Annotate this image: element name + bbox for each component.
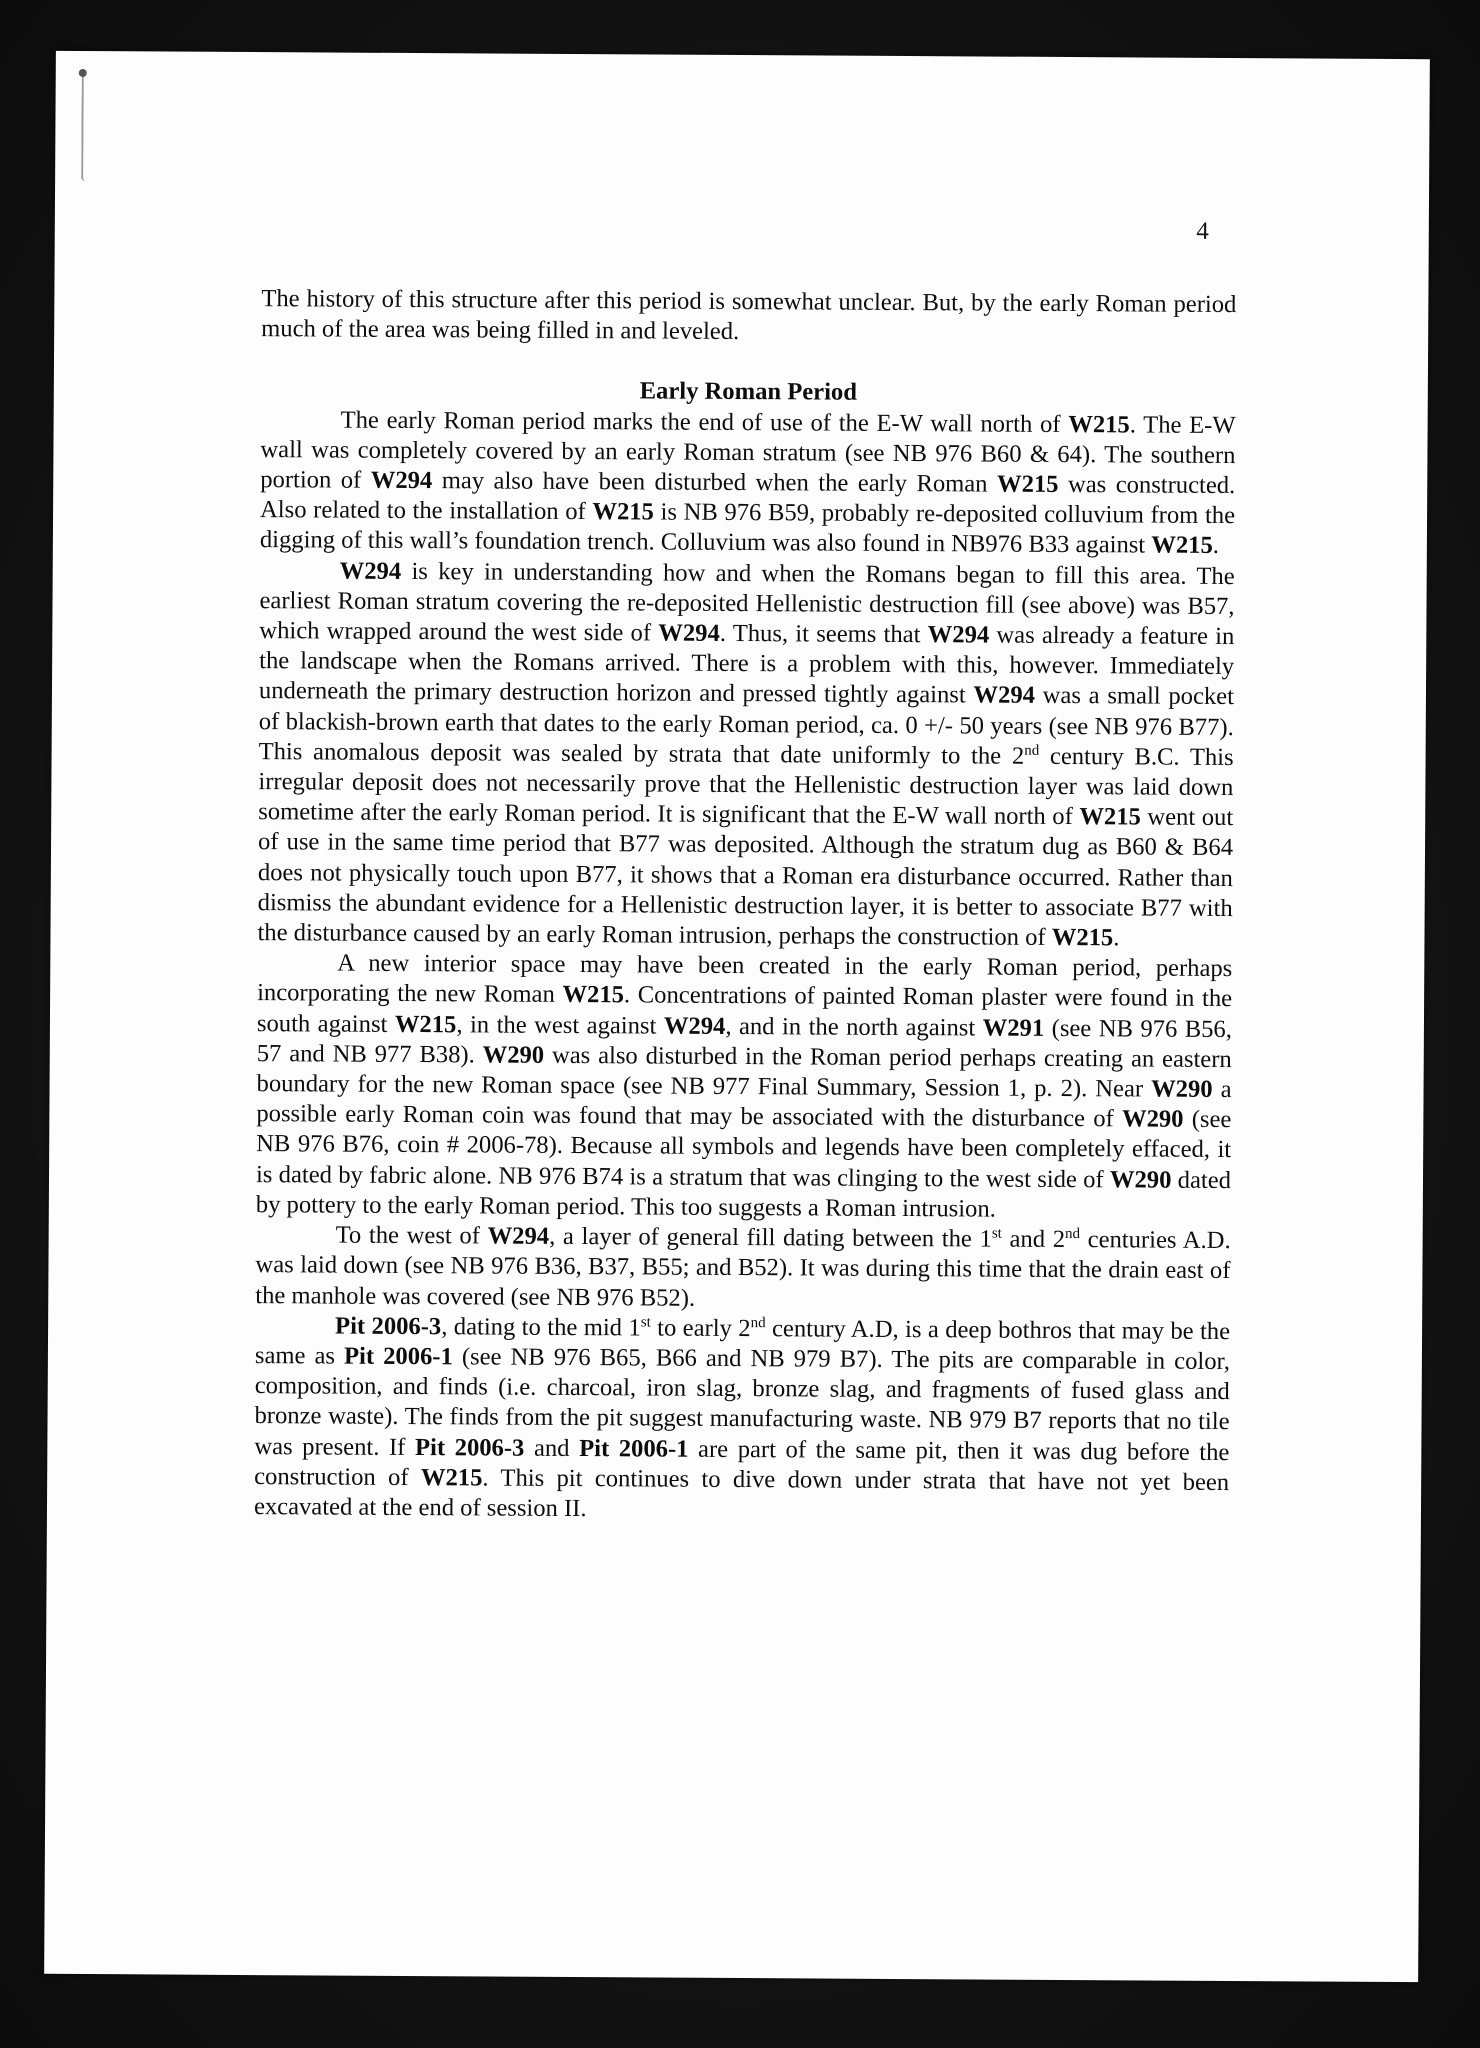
ordinal-suffix: nd: [1065, 1226, 1081, 1243]
text-run: dated by pottery to the early Roman period. This too suggests a Roman intrusion.: [255, 1166, 1232, 1223]
bold-reference: W215: [394, 1010, 457, 1038]
text-run: A new interior space may have been created in the early Roman period, perhaps incorporating the new Roman: [257, 949, 1233, 1009]
text-run: to early 2: [650, 1314, 751, 1342]
text-run: a possible early Roman coin was found that may be associated with the disturbance of: [256, 1075, 1232, 1133]
text-run: (see NB 976 B76, coin # 2006-78). Because all symbols and legends have been completely effaced, it is dated by fabric alone. NB 976 B74 is a stratum that was clinging to the west side of: [255, 1106, 1232, 1193]
body-paragraph: [254, 1311, 1230, 1528]
text-run: was a small pocket of blackish-brown earth that dates to the early Roman period, ca. 0 +/- 50 years (see NB 976 B77). This anomalous deposit was sealed by strata that date uniformly to the 2: [258, 682, 1235, 770]
body-paragraph: [255, 1220, 1231, 1317]
bold-reference: Pit 2006-1: [343, 1342, 453, 1371]
text-run: .: [1113, 924, 1120, 952]
bold-reference: W215: [996, 470, 1059, 498]
ordinal-suffix: nd: [750, 1314, 766, 1331]
text-run: was also disturbed in the Roman period perhaps creating an eastern boundary for the new Roman space (see NB 977 Final Summary, Session 1, p. 2). Near: [256, 1041, 1232, 1103]
document-page: [44, 51, 1430, 1982]
text-run: . Thus, it seems that: [719, 619, 928, 649]
bold-reference: W294: [927, 621, 990, 649]
text-run: , and in the north against: [725, 1012, 983, 1042]
bold-reference: Pit 2006-3: [335, 1312, 442, 1340]
text-run: (see NB 976 B56, 57 and NB 977 B38).: [256, 1014, 1233, 1069]
page-number: 4: [1196, 217, 1209, 245]
section-paragraphs: [254, 405, 1236, 1528]
text-run: , in the west against: [456, 1010, 664, 1040]
bold-reference: W294: [663, 1012, 726, 1040]
text-run: . Concentrations of painted Roman plaster were found in the south against: [256, 981, 1233, 1038]
bold-reference: Pit 2006-1: [579, 1434, 689, 1463]
body-paragraph: [256, 948, 1233, 1226]
text-run: (see NB 976 B65, B66 and NB 979 B7). The pits are comparable in color, composition, and finds (i.e. charcoal, iron slag, bronze slag, and fragments of fused glass and bronze waste). The finds from the pit suggest manufacturing waste. NB 979 B7 reports that no tile was present. If: [254, 1343, 1230, 1461]
document-body: [254, 284, 1237, 1528]
bold-reference: Pit 2006-3: [414, 1433, 525, 1462]
bold-reference: W215: [1151, 531, 1213, 560]
text-run: are part of the same pit, then it was dug before the construction of: [254, 1435, 1230, 1491]
body-paragraph: [257, 556, 1234, 955]
bold-reference: W290: [1151, 1075, 1213, 1103]
staple-mark: [81, 71, 92, 181]
bold-reference: W215: [592, 498, 654, 526]
text-run: and 2: [1001, 1225, 1066, 1254]
text-run: centuries A.D. was laid down (see NB 976 B36, B37, B55; and B52). It was during this time that the drain east of the manhole was covered (see NB 976 B52).: [255, 1226, 1231, 1312]
bold-reference: W215: [1068, 410, 1130, 438]
bold-reference: W215: [420, 1463, 483, 1492]
bold-reference: W215: [562, 981, 625, 1009]
text-run: was constructed. Also related to the installation of: [260, 470, 1236, 526]
bold-reference: W294: [370, 466, 433, 495]
intro-paragraph: The history of this structure after this period is somewhat unclear. But, by the early Roman period much of the area was being filled in and leveled.: [261, 285, 1237, 346]
section-heading: Early Roman Period: [639, 377, 858, 407]
ordinal-suffix: st: [991, 1225, 1002, 1242]
text-run: , a layer of general fill dating between the 1: [549, 1222, 992, 1253]
text-run: century A.D, is a deep bothros that may be the same as: [254, 1314, 1231, 1370]
text-run: . The E-W wall was completely covered by an early Roman stratum (see NB 976 B60 & 64). The southern portion of: [260, 410, 1236, 494]
bold-reference: W290: [1121, 1105, 1184, 1134]
bold-reference: W290: [1109, 1165, 1172, 1194]
text-run: was already a feature in the landscape when the Romans arrived. There is a problem with this, however. Immediately underneath the primary destruction horizon and pressed tightly against: [258, 621, 1235, 709]
bold-reference: W294: [658, 619, 720, 647]
text-run: , dating to the mid 1: [441, 1312, 641, 1342]
text-run: may also have been disturbed when the early Roman: [432, 467, 998, 498]
text-run: To the west of: [335, 1221, 488, 1250]
text-run: The early Roman period marks the end of use of the E-W wall north of: [340, 406, 1069, 438]
bold-reference: W294: [487, 1222, 550, 1250]
text-run: and: [524, 1434, 580, 1462]
text-run: . This pit continues to dive down under strata that have not yet been excavated at the end of session II.: [253, 1464, 1230, 1523]
bold-reference: W215: [1079, 803, 1141, 831]
text-run: is key in understanding how and when the Romans began to fill this area. The earliest Roman stratum covering the re-deposited Hellenistic destruction fill (see above) was B57, which wrapped around the west side of: [259, 557, 1235, 647]
text-run: is NB 976 B59, probably re-deposited colluvium from the digging of this wall’s foundation trench. Colluvium was also found in NB976 B33 against: [259, 498, 1236, 559]
text-run: went out of use in the same time period that B77 was deposited. Although the stratum dug as B60 & B64 does not physically touch upon B77, it shows that a Roman era disturbance occurred. Rather than dismiss the abundant evidence for a Hellenistic destruction layer, it is better to associate B77 with the disturbance caused by an early Roman intrusion, perhaps the construction of: [257, 803, 1234, 951]
bold-reference: W294: [339, 557, 402, 585]
bold-reference: W215: [1051, 923, 1114, 952]
bold-reference: W290: [482, 1041, 545, 1069]
ordinal-suffix: nd: [1024, 742, 1040, 759]
bold-reference: W294: [973, 681, 1036, 710]
ordinal-suffix: st: [640, 1314, 651, 1331]
text-run: century B.C. This irregular deposit does not necessarily prove that the Hellenistic destruction layer was laid down sometime after the early Roman period. It is significant that the E-W wall north of: [258, 742, 1234, 831]
text-run: .: [1212, 532, 1220, 560]
body-paragraph: [260, 405, 1236, 562]
bold-reference: W291: [982, 1014, 1045, 1042]
